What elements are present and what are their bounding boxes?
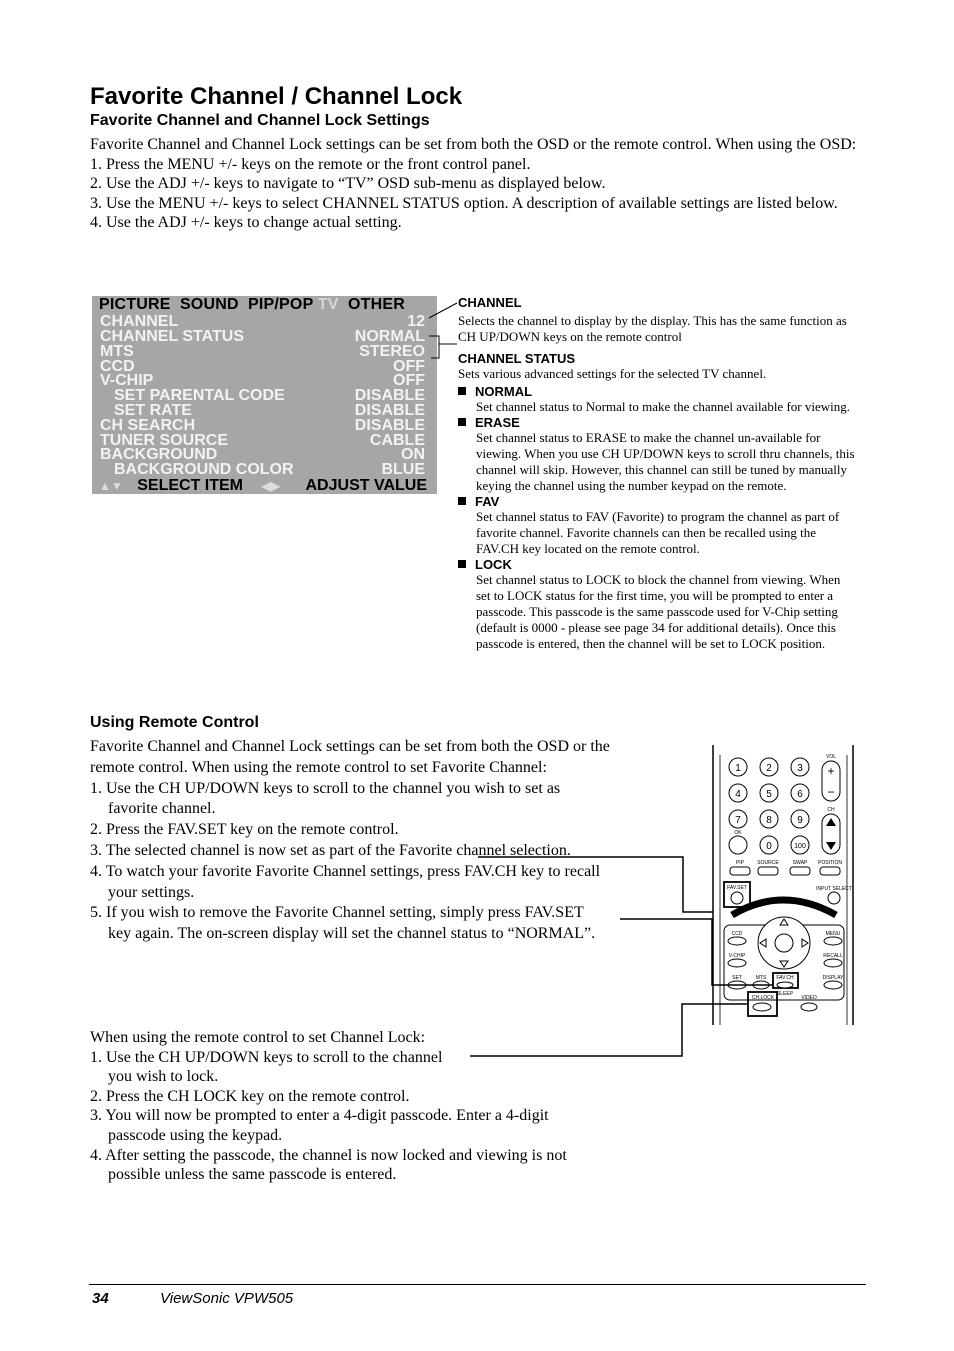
digit-key-label: 5: [766, 789, 772, 800]
desc-text-status: Sets various advanced settings for the selected TV channel.: [458, 366, 767, 381]
osd-row-value: OFF: [393, 358, 425, 375]
status-item-text: Set channel status to FAV (Favorite) to program the channel as part of favorite channel. Favorite channels can then be recalled using the FAV.CH key located on the remote control.: [476, 509, 840, 556]
remote-fav-intro: Favorite Channel and Channel Lock settings can be set from both the OSD or the remote control. When using the remote control to set Favorite Channel:: [90, 738, 610, 776]
up-down-arrow-icon: ▲▼: [99, 479, 123, 493]
status-item-normal: [458, 384, 858, 399]
bullet-icon: [458, 560, 466, 568]
osd-row-background: [100, 447, 425, 462]
set-label: SET: [732, 975, 742, 981]
osd-row-background-color: [100, 462, 425, 477]
vol-label: VOL: [825, 754, 837, 760]
footer-rule: [89, 1284, 866, 1285]
osd-footer-adjust: ADJUST VALUE: [305, 477, 427, 494]
display-label: DISPLAY: [822, 975, 844, 981]
status-item-name: LOCK: [475, 557, 512, 572]
osd-step: 4. Use the ADJ +/- keys to change actual setting.: [90, 214, 402, 232]
osd-step: 3. Use the MENU +/- keys to select CHANNEL STATUS option. A description of available settings are listed below.: [90, 194, 838, 212]
digit-key[interactable]: [729, 810, 747, 828]
digit-key-label: 9: [797, 815, 803, 826]
pip-label: PIP: [735, 860, 745, 866]
osd-row-vchip: [100, 373, 425, 388]
ok-key[interactable]: [729, 830, 747, 854]
status-item-text: Set channel status to Normal to make the channel available for viewing.: [476, 399, 850, 414]
osd-row-channel-status: [100, 329, 425, 344]
remote-lock-steps: [90, 1048, 610, 1185]
osd-row-label: BACKGROUND COLOR: [114, 461, 294, 478]
osd-row-label: BACKGROUND: [100, 446, 218, 463]
fav-set-label: FAV.SET: [727, 885, 747, 891]
osd-row-value: DISABLE: [354, 387, 425, 404]
menu-key[interactable]: [824, 937, 842, 945]
swap-label: SWAP: [792, 860, 808, 866]
remote-section-heading: Using Remote Control: [90, 714, 259, 731]
ok-key-label: OK: [734, 830, 742, 836]
fav-ch-label: FAV.CH: [776, 975, 794, 981]
osd-row-value: BLUE: [381, 461, 425, 478]
osd-step: 1. Press the MENU +/- keys on the remote or the front control panel.: [90, 155, 531, 173]
remote-fav-step: 1. Use the CH UP/DOWN keys to scroll to the channel you wish to set as favorite channel.: [90, 779, 561, 818]
osd-footer-select: SELECT ITEM: [137, 477, 243, 494]
remote-control-illustration: [470, 745, 860, 1065]
osd-footer: [99, 478, 429, 494]
remote-fav-step: 5. If you wish to remove the Favorite Channel setting, simply press FAV.SET key again. The on-screen display will set the channel status to “NORMAL”.: [90, 904, 596, 943]
status-item-text: Set channel status to ERASE to make the channel un-available for viewing. When you use CH UP/DOWN keys to scroll thru channels, this channel will skip. However, this channel can still be tuned by manually keying the channel using the number keypad on the remote.: [476, 430, 855, 493]
osd-row-label: V-CHIP: [100, 372, 154, 389]
status-item-lock: [458, 557, 858, 572]
left-right-arrow-icon: ◀▶: [261, 479, 280, 493]
osd-row-parental-code: [100, 388, 425, 403]
display-key[interactable]: [824, 981, 842, 989]
status-item-erase: [458, 415, 858, 430]
vchip-key[interactable]: [728, 959, 746, 967]
digit-key-label: 1: [735, 763, 741, 774]
menu-adj-label: MENU/ADJ: [770, 904, 796, 910]
ch-lock-label: CH.LOCK: [751, 995, 775, 1001]
osd-row-set-rate: [100, 403, 425, 418]
osd-row-value: DISABLE: [354, 417, 425, 434]
page-number: 34: [92, 1290, 109, 1307]
video-key[interactable]: [801, 1003, 817, 1011]
osd-row-label: CH SEARCH: [100, 417, 196, 434]
desc-heading-status: CHANNEL STATUS: [458, 351, 575, 366]
osd-row-label: CCD: [100, 358, 135, 375]
osd-tab-picture: PICTURE: [99, 296, 171, 313]
recall-key[interactable]: [824, 959, 842, 967]
status-item-text: Set channel status to LOCK to block the channel from viewing. When set to LOCK status for the first time, you will be prompted to enter a passcode. This passcode is the same passcode used for V-Chip setting (default is 0000 - please see page 34 for additional details). Once this passcode is entered, then the channel will be set to LOCK position.: [476, 572, 841, 651]
intro-paragraph: Favorite Channel and Channel Lock settings can be set from both the OSD or the remote control. When using the OSD:: [90, 136, 857, 153]
position-key[interactable]: [820, 867, 840, 875]
remote-lock-step: 2. Press the CH LOCK key on the remote control.: [90, 1087, 410, 1105]
osd-row-channel: [100, 314, 425, 329]
swap-key[interactable]: [790, 867, 810, 875]
source-label: SOURCE: [757, 860, 779, 866]
status-item-name: ERASE: [475, 415, 520, 430]
sleep-label: SLEEP: [776, 991, 794, 997]
osd-row-value: OFF: [393, 372, 425, 389]
digit-key-label: 100: [794, 843, 806, 850]
remote-lock-step: 4. After setting the passcode, the channel is now locked and viewing is not possible unless the same passcode is entered.: [90, 1146, 567, 1184]
digit-key-label: 4: [735, 789, 741, 800]
osd-row-value: 12: [407, 313, 425, 330]
fav-set-callout-line: [478, 857, 713, 912]
osd-tab-sound: SOUND: [179, 296, 239, 313]
osd-tab-tv: TV: [317, 296, 339, 313]
ccd-key[interactable]: [728, 937, 746, 945]
osd-row-label: CHANNEL: [100, 313, 179, 330]
desc-text-channel: Selects the channel to display by the display. This has the same function as CH UP/DOWN keys on the remote control: [458, 313, 847, 344]
digit-key[interactable]: [791, 758, 809, 776]
recall-label: RECALL: [823, 953, 843, 959]
digit-key-label: 8: [766, 815, 772, 826]
digit-key[interactable]: [791, 784, 809, 802]
nav-center-key[interactable]: [775, 934, 793, 952]
remote-fav-step: 4. To watch your favorite Favorite Channel settings, press FAV.CH key to recall your settings.: [90, 862, 601, 901]
section-subtitle: Favorite Channel and Channel Lock Settings: [90, 112, 430, 129]
osd-row-label: SET RATE: [114, 402, 192, 419]
top-keys: [730, 867, 840, 875]
osd-tv-menu: [92, 296, 437, 494]
status-item-name: NORMAL: [475, 384, 533, 399]
osd-row-label: MTS: [100, 343, 134, 360]
ch-lock-callout-line: [470, 1004, 748, 1056]
video-label: VIDEO: [801, 995, 817, 1001]
osd-tab-pip: PIP/POP: [248, 296, 314, 313]
intro-block: [90, 135, 866, 233]
pip-key[interactable]: [730, 867, 750, 875]
digit-key-label: 3: [797, 763, 803, 774]
bullet-icon: [458, 497, 466, 505]
osd-step: 2. Use the ADJ +/- keys to navigate to “TV” OSD sub-menu as displayed below.: [90, 175, 606, 193]
remote-fav-step: 3. The selected channel is now set as part of the Favorite channel selection.: [90, 841, 571, 859]
osd-row-label: SET PARENTAL CODE: [114, 387, 285, 404]
volume-down-icon: −: [827, 785, 835, 799]
digit-key[interactable]: [760, 784, 778, 802]
osd-row-mts: [100, 344, 425, 359]
digit-key[interactable]: [729, 784, 747, 802]
mts-label: MTS: [755, 975, 767, 981]
osd-row-value: ON: [401, 446, 425, 463]
osd-tabs: [99, 296, 405, 314]
fav-ch-key[interactable]: [777, 982, 793, 988]
bullet-icon: [458, 418, 466, 426]
ch-label: CH: [827, 807, 835, 813]
digit-key-label: 6: [797, 789, 803, 800]
remote-lock-intro: When using the remote control to set Channel Lock:: [90, 1029, 426, 1046]
status-item-fav: [458, 494, 858, 509]
digit-keypad: [729, 758, 809, 854]
bullet-icon: [458, 387, 466, 395]
osd-row-value: STEREO: [359, 343, 425, 360]
digit-key[interactable]: [729, 758, 747, 776]
footer-brand: ViewSonic VPW505: [160, 1290, 294, 1307]
remote-fav-step: 2. Press the FAV.SET key on the remote control.: [90, 821, 399, 839]
fav-set-key[interactable]: [731, 892, 743, 904]
digit-key[interactable]: [791, 810, 809, 828]
digit-key[interactable]: [791, 836, 809, 854]
menu-label: MENU: [825, 931, 841, 937]
position-label: POSITION: [818, 860, 842, 866]
digit-key[interactable]: [760, 810, 778, 828]
status-item-name: FAV: [475, 494, 500, 509]
volume-up-icon: +: [827, 764, 835, 778]
input-select-key[interactable]: [828, 892, 840, 904]
digit-key[interactable]: [760, 836, 778, 854]
digit-key-label: 7: [735, 815, 741, 826]
remote-lock-step: 3. You will now be prompted to enter a 4-digit passcode. Enter a 4-digit passcode using the keypad.: [90, 1107, 549, 1144]
ccd-label: CCD: [731, 931, 743, 937]
osd-row-ch-search: [100, 418, 425, 433]
osd-row-value: CABLE: [369, 432, 425, 449]
fav-ch-callout-line: [620, 919, 773, 985]
digit-key-label: 0: [766, 841, 772, 852]
osd-row-value: DISABLE: [354, 402, 425, 419]
input-select-label: INPUT SELECT: [816, 886, 852, 892]
osd-row-value: NORMAL: [354, 328, 425, 345]
vchip-label: V-CHIP: [728, 953, 746, 959]
osd-row-label: CHANNEL STATUS: [100, 328, 244, 345]
page-title: Favorite Channel / Channel Lock: [90, 83, 463, 110]
desc-heading-channel: CHANNEL: [458, 295, 522, 310]
osd-row-label: TUNER SOURCE: [100, 432, 229, 449]
remote-lock-step: 1. Use the CH UP/DOWN keys to scroll to the channel you wish to lock.: [90, 1048, 443, 1086]
digit-key-label: 2: [766, 763, 772, 774]
source-key[interactable]: [758, 867, 778, 875]
connector-lines: [426, 296, 460, 366]
digit-key[interactable]: [760, 758, 778, 776]
osd-steps: [90, 155, 866, 233]
osd-descriptions: [458, 295, 858, 652]
osd-tab-other: OTHER: [347, 296, 405, 313]
ch-lock-key[interactable]: [753, 1003, 771, 1011]
